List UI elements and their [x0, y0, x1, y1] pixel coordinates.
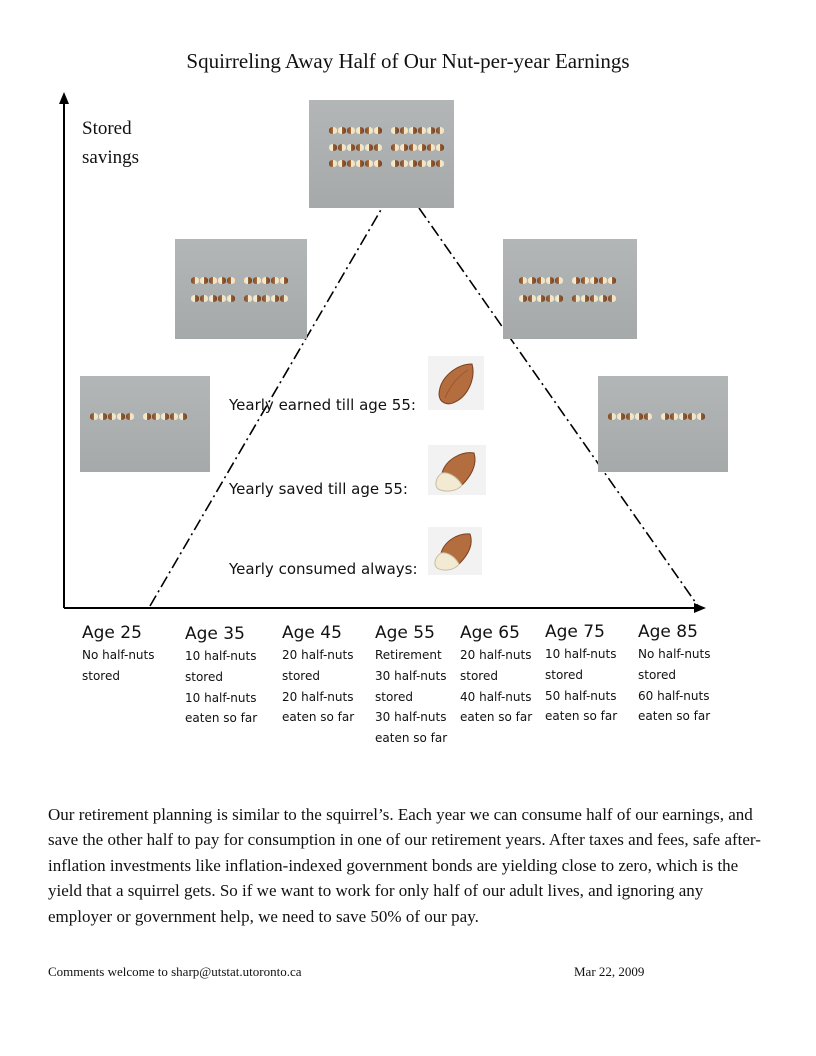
age-description: [638, 644, 711, 727]
y-axis-label-line1: Stored: [82, 118, 132, 139]
age-description: [282, 645, 354, 728]
photo-age-75-stored-nuts: [598, 376, 728, 472]
legend-earned-label: Yearly earned till age 55:: [229, 396, 416, 414]
age-desc-line: 20 half-nuts: [282, 648, 354, 662]
age-desc-line: stored: [638, 667, 676, 682]
x-axis-arrow: [694, 603, 706, 613]
age-desc-line: 10 half-nuts: [185, 649, 257, 663]
age-desc-line: 10 half-nuts: [545, 647, 617, 661]
age-desc-line: eaten so far: [638, 709, 711, 724]
age-description: [460, 645, 532, 728]
photo-age-45-stored-nuts: [175, 239, 307, 339]
age-column-35: [185, 624, 257, 729]
age-label: Age 25: [82, 623, 142, 643]
age-desc-line: stored: [375, 689, 413, 704]
age-desc-line: 40 half-nuts: [460, 689, 532, 704]
age-column-65: [460, 623, 532, 728]
age-desc-line: No half-nuts: [82, 648, 155, 662]
age-description: [375, 645, 447, 749]
age-desc-line: eaten so far: [545, 709, 618, 724]
age-label: Age 35: [185, 624, 245, 644]
age-desc-line: eaten so far: [282, 710, 355, 725]
age-desc-line: 60 half-nuts: [638, 688, 710, 703]
legend-consumed-label: Yearly consumed always:: [229, 560, 418, 578]
age-column-85: [638, 622, 711, 727]
half-nut-saved-icon: [428, 445, 486, 495]
age-desc-line: stored: [460, 668, 498, 683]
age-label: Age 55: [375, 623, 435, 643]
y-axis-label-line2: savings: [82, 147, 139, 168]
age-desc-line: stored: [82, 668, 120, 683]
age-desc-line: 20 half-nuts: [460, 648, 532, 662]
age-description: [82, 645, 155, 687]
age-desc-line: 30 half-nuts: [375, 710, 447, 725]
y-axis-label: [82, 114, 139, 172]
age-column-75: [545, 622, 617, 727]
y-axis-arrow: [59, 92, 69, 104]
legend-saved-label: Yearly saved till age 55:: [229, 480, 408, 498]
footer-date: Mar 22, 2009: [574, 964, 645, 979]
photo-age-35-stored-nuts: [80, 376, 210, 472]
age-column-25: [82, 623, 155, 687]
age-desc-line: eaten so far: [460, 710, 533, 725]
age-column-55: [375, 623, 447, 749]
age-column-45: [282, 623, 354, 728]
age-desc-line: stored: [282, 668, 320, 683]
age-desc-line: No half-nuts: [638, 647, 711, 661]
whole-nut-icon: [428, 356, 484, 410]
age-desc-line: stored: [545, 667, 583, 682]
footer-contact: Comments welcome to sharp@utstat.utoronto.ca: [48, 964, 302, 979]
age-desc-line: Retirement: [375, 648, 442, 662]
age-desc-line: 30 half-nuts: [375, 668, 447, 683]
age-label: Age 85: [638, 622, 698, 642]
half-nut-consumed-icon: [428, 527, 482, 575]
age-desc-line: eaten so far: [375, 731, 448, 746]
age-desc-line: 20 half-nuts: [282, 689, 354, 704]
age-label: Age 45: [282, 623, 342, 643]
photo-age-65-stored-nuts: [503, 239, 637, 339]
age-description: [185, 646, 257, 729]
age-desc-line: stored: [185, 669, 223, 684]
age-label: Age 65: [460, 623, 520, 643]
age-description: [545, 644, 617, 727]
age-desc-line: 10 half-nuts: [185, 690, 257, 705]
explanation-paragraph: Our retirement planning is similar to the squirrel’s. Each year we can consume half of our earnings, and save the other half to pay for consumption in one of our retirement years. After taxes and fees, safe after-inflation investments like inflation-indexed government bonds are yielding close to zero, which is the yield that a squirrel gets. So if we want to work for only half of our adult lives, and ignoring any employer or government help, we need to save 50% of our pay.: [48, 805, 761, 926]
age-desc-line: eaten so far: [185, 711, 258, 726]
page-title: Squirreling Away Half of Our Nut-per-year Earnings: [186, 49, 630, 73]
age-desc-line: 50 half-nuts: [545, 688, 617, 703]
age-label: Age 75: [545, 622, 605, 642]
photo-age-55-stored-nuts: [309, 100, 454, 208]
